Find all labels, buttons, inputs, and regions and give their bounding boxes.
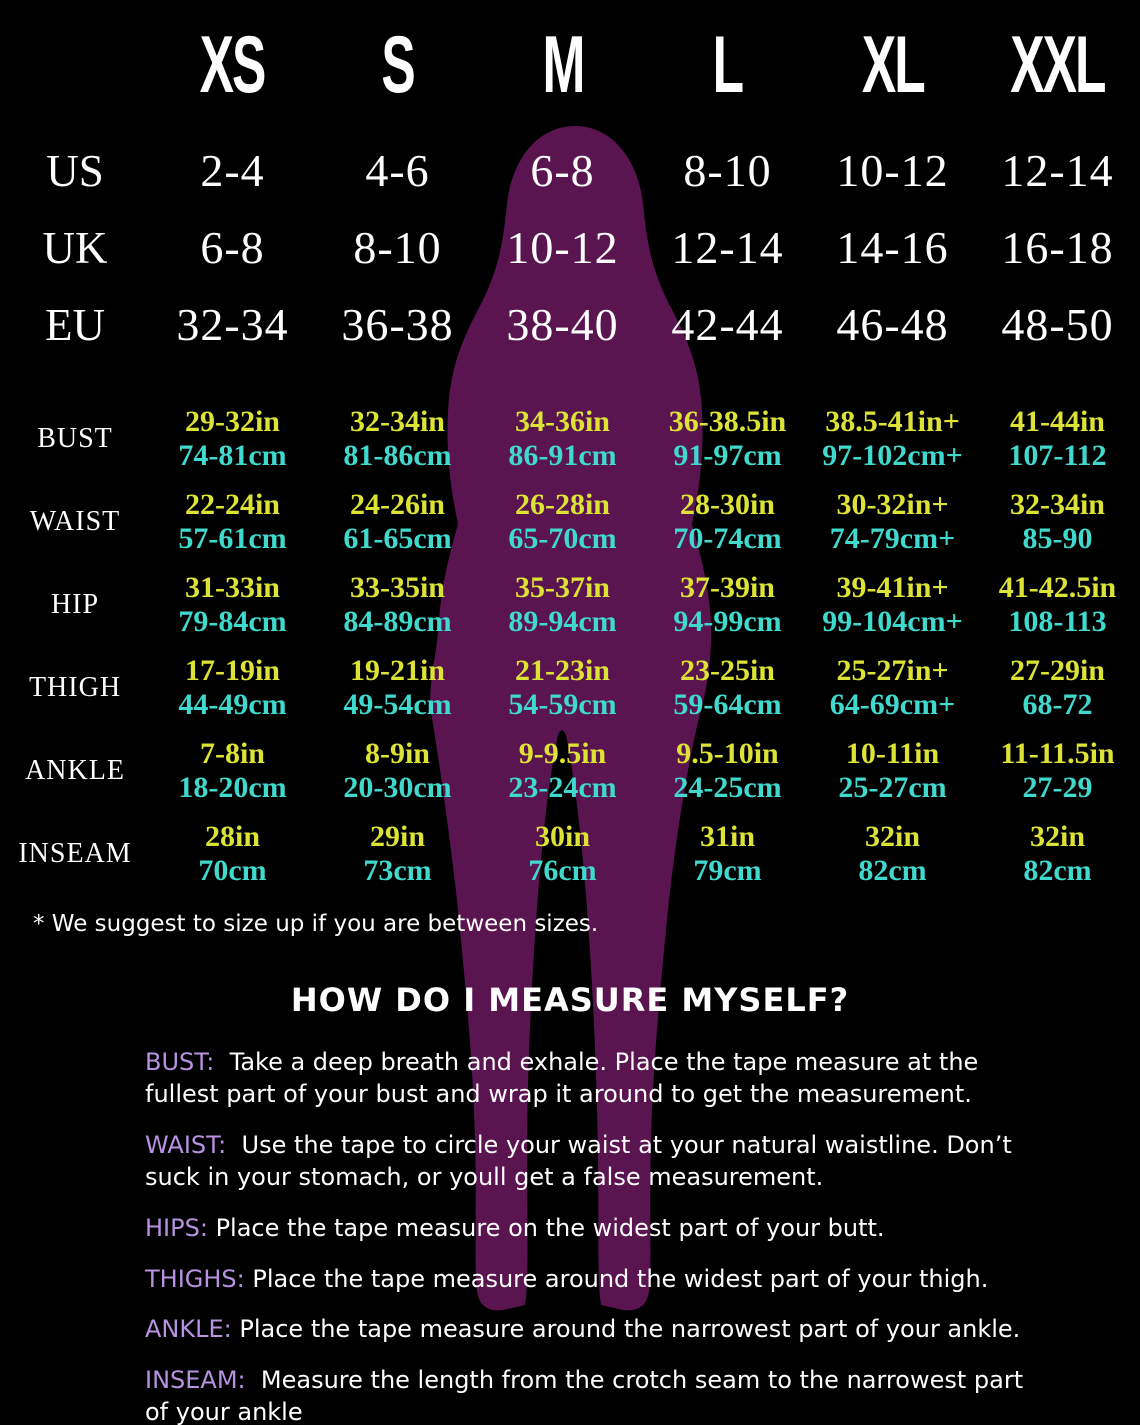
inches-value: 9.5-10in: [676, 736, 779, 770]
inches-value: 31in: [699, 819, 756, 853]
instruction-waist: [145, 1130, 1025, 1194]
measure-cell: [150, 571, 315, 638]
measure-cell: [975, 737, 1140, 804]
region-value: 38-40: [506, 299, 619, 350]
measure-cell: [645, 488, 810, 555]
cm-value: 18-20cm: [178, 770, 287, 804]
size-label: XXL: [1010, 18, 1105, 110]
inches-value: 8-9in: [364, 736, 430, 770]
cm-value: 59-64cm: [673, 687, 782, 721]
instruction-label: HIPS:: [145, 1213, 208, 1242]
inches-value: 35-37in: [514, 570, 610, 604]
size-label: S: [381, 18, 414, 110]
measure-cell: [480, 488, 645, 555]
region-value: 6-8: [530, 145, 595, 196]
cm-value: 68-72: [1022, 687, 1093, 721]
region-value: 16-18: [1001, 222, 1114, 273]
region-row-label: EU: [45, 299, 105, 350]
instruction-text: Place the tape measure on the widest part of your butt.: [215, 1213, 885, 1242]
instruction-label: WAIST:: [145, 1130, 227, 1159]
size-chart-content: [0, 20, 1140, 1425]
section-title: HOW DO I MEASURE MYSELF?: [290, 981, 850, 1019]
inches-value: 23-25in: [679, 653, 775, 687]
instruction-ankle: [145, 1314, 1025, 1346]
inches-value: 37-39in: [679, 570, 775, 604]
cm-value: 23-24cm: [508, 770, 617, 804]
cm-value: 70cm: [198, 853, 267, 887]
measure-cell: [810, 405, 975, 472]
inches-value: 30-32in+: [836, 487, 949, 521]
region-value: 8-10: [353, 222, 442, 273]
size-label: M: [542, 18, 583, 110]
region-row-us: [0, 132, 1140, 209]
measure-cell: [150, 405, 315, 472]
inches-value: 17-19in: [184, 653, 280, 687]
cm-value: 24-25cm: [673, 770, 782, 804]
measurement-row-inseam: [0, 812, 1140, 895]
measure-cell: [645, 405, 810, 472]
cm-value: 85-90: [1022, 521, 1093, 555]
inches-value: 10-11in: [845, 736, 940, 770]
inches-value: 30in: [534, 819, 591, 853]
inches-value: 28-30in: [679, 487, 775, 521]
cm-value: 57-61cm: [178, 521, 287, 555]
region-value: 8-10: [683, 145, 772, 196]
inches-value: 31-33in: [184, 570, 280, 604]
measure-cell: [810, 737, 975, 804]
measurement-row-ankle: [0, 729, 1140, 812]
cm-value: 89-94cm: [508, 604, 617, 638]
instruction-list: [145, 1047, 1025, 1425]
size-column-header-xxl: [975, 18, 1140, 110]
measure-cell: [810, 654, 975, 721]
measurement-row-thigh: [0, 646, 1140, 729]
measure-cell: [975, 820, 1140, 887]
instruction-label: THIGHS:: [145, 1264, 245, 1293]
measure-cell: [975, 488, 1140, 555]
cm-value: 84-89cm: [343, 604, 452, 638]
instruction-thighs: [145, 1264, 1025, 1296]
measure-cell: [150, 737, 315, 804]
measure-cell: [975, 654, 1140, 721]
measure-cell: [150, 654, 315, 721]
instruction-text: Use the tape to circle your waist at your natural waistline. Don’t suck in your stomach, or youll get a false measurement.: [145, 1130, 1012, 1191]
region-value: 12-14: [1001, 145, 1114, 196]
measure-cell: [315, 820, 480, 887]
cm-value: 86-91cm: [508, 438, 617, 472]
measurement-rows: [0, 397, 1140, 895]
region-value: 12-14: [671, 222, 784, 273]
inches-value: 39-41in+: [836, 570, 949, 604]
measure-cell: [975, 405, 1140, 472]
size-column-header-l: [645, 18, 810, 110]
instruction-inseam: [145, 1365, 1025, 1425]
instruction-text: Take a deep breath and exhale. Place the tape measure at the fullest part of your bust and wrap it around to get the measurement.: [145, 1048, 979, 1108]
footnote: * We suggest to size up if you are between sizes.: [33, 911, 599, 937]
cm-value: 61-65cm: [343, 521, 452, 555]
measurement-row-label: HIP: [50, 588, 100, 620]
inches-value: 29in: [369, 819, 426, 853]
cm-value: 70-74cm: [673, 521, 782, 555]
measurement-row-hip: [0, 563, 1140, 646]
cm-value: 44-49cm: [178, 687, 287, 721]
inches-value: 19-21in: [349, 653, 445, 687]
size-column-header-xl: [810, 18, 975, 110]
region-value: 14-16: [836, 222, 949, 273]
instruction-text: Place the tape measure around the narrowest part of your ankle.: [239, 1315, 1021, 1344]
region-value: 6-8: [200, 222, 265, 273]
inches-value: 32-34in: [1009, 487, 1105, 521]
measure-cell: [645, 571, 810, 638]
cm-value: 27-29: [1022, 770, 1093, 804]
how-to-measure-section: [0, 981, 1140, 1425]
measure-cell: [645, 820, 810, 887]
measure-cell: [480, 405, 645, 472]
region-value: 4-6: [365, 145, 430, 196]
cm-value: 25-27cm: [838, 770, 947, 804]
measure-cell: [150, 820, 315, 887]
instruction-label: ANKLE:: [145, 1315, 232, 1344]
inches-value: 28in: [204, 819, 261, 853]
instruction-text: Place the tape measure around the widest part of your thigh.: [252, 1264, 989, 1293]
measure-cell: [810, 820, 975, 887]
cm-value: 79cm: [693, 853, 762, 887]
cm-value: 74-79cm+: [829, 521, 956, 555]
inches-value: 22-24in: [184, 487, 280, 521]
inches-value: 33-35in: [349, 570, 445, 604]
measure-cell: [480, 571, 645, 638]
measure-cell: [975, 571, 1140, 638]
measure-cell: [810, 488, 975, 555]
region-row-uk: [0, 209, 1140, 286]
instruction-hips: [145, 1213, 1025, 1245]
inches-value: 9-9.5in: [518, 736, 607, 770]
size-label: XS: [200, 18, 265, 110]
inches-value: 29-32in: [184, 404, 280, 438]
inches-value: 36-38.5in: [668, 404, 787, 438]
inches-value: 32in: [864, 819, 921, 853]
measurement-row-bust: [0, 397, 1140, 480]
instruction-bust: [145, 1047, 1025, 1111]
region-row-label: UK: [42, 222, 108, 273]
cm-value: 107-112: [1008, 438, 1107, 472]
region-value: 42-44: [671, 299, 784, 350]
size-column-header-m: [480, 18, 645, 110]
instruction-text: Measure the length from the crotch seam to the narrowest part of your ankle: [145, 1366, 1024, 1425]
measurement-row-label: THIGH: [28, 671, 122, 703]
instruction-label: BUST:: [145, 1048, 215, 1076]
inches-value: 41-42.5in: [998, 570, 1117, 604]
cm-value: 54-59cm: [508, 687, 617, 721]
cm-value: 97-102cm+: [822, 438, 963, 472]
cm-value: 79-84cm: [178, 604, 287, 638]
size-column-header-s: [315, 18, 480, 110]
measure-cell: [315, 571, 480, 638]
measurement-row-label: ANKLE: [25, 754, 125, 786]
cm-value: 99-104cm+: [822, 604, 963, 638]
region-value: 10-12: [836, 145, 949, 196]
measurement-row-label: BUST: [37, 422, 113, 454]
cm-value: 82cm: [858, 853, 927, 887]
size-label: XL: [861, 18, 924, 110]
measure-cell: [315, 737, 480, 804]
region-value: 46-48: [836, 299, 949, 350]
inches-value: 27-29in: [1009, 653, 1105, 687]
measure-cell: [480, 737, 645, 804]
measure-cell: [810, 571, 975, 638]
cm-value: 64-69cm+: [829, 687, 956, 721]
cm-value: 65-70cm: [508, 521, 617, 555]
inches-value: 24-26in: [349, 487, 445, 521]
inches-value: 26-28in: [514, 487, 610, 521]
header-row: [0, 20, 1140, 108]
cm-value: 94-99cm: [673, 604, 782, 638]
region-value: 32-34: [176, 299, 289, 350]
measurement-row-label: WAIST: [29, 505, 121, 537]
measurement-row-label: INSEAM: [18, 837, 132, 869]
measure-cell: [645, 737, 810, 804]
size-column-header-xs: [150, 18, 315, 110]
measure-cell: [315, 405, 480, 472]
inches-value: 32in: [1029, 819, 1086, 853]
instruction-label: INSEAM:: [145, 1366, 246, 1395]
measure-cell: [150, 488, 315, 555]
region-value: 2-4: [200, 145, 265, 196]
inches-value: 41-44in: [1009, 404, 1105, 438]
size-label: L: [712, 18, 743, 110]
inches-value: 21-23in: [514, 653, 610, 687]
cm-value: 74-81cm: [178, 438, 287, 472]
region-row-eu: [0, 286, 1140, 363]
measure-cell: [480, 820, 645, 887]
inches-value: 32-34in: [349, 404, 445, 438]
cm-value: 91-97cm: [673, 438, 782, 472]
measure-cell: [480, 654, 645, 721]
measure-cell: [315, 654, 480, 721]
inches-value: 11-11.5in: [1000, 736, 1115, 770]
inches-value: 38.5-41in+: [825, 404, 960, 438]
cm-value: 82cm: [1023, 853, 1092, 887]
cm-value: 49-54cm: [343, 687, 452, 721]
cm-value: 108-113: [1008, 604, 1107, 638]
region-value: 10-12: [506, 222, 619, 273]
cm-value: 76cm: [528, 853, 597, 887]
measure-cell: [645, 654, 810, 721]
measurement-row-waist: [0, 480, 1140, 563]
region-row-label: US: [46, 145, 104, 196]
inches-value: 34-36in: [514, 404, 610, 438]
cm-value: 20-30cm: [343, 770, 452, 804]
cm-value: 73cm: [363, 853, 432, 887]
region-value: 36-38: [341, 299, 454, 350]
inches-value: 7-8in: [199, 736, 265, 770]
region-size-rows: [0, 132, 1140, 363]
cm-value: 81-86cm: [343, 438, 452, 472]
inches-value: 25-27in+: [836, 653, 949, 687]
measure-cell: [315, 488, 480, 555]
region-value: 48-50: [1001, 299, 1114, 350]
